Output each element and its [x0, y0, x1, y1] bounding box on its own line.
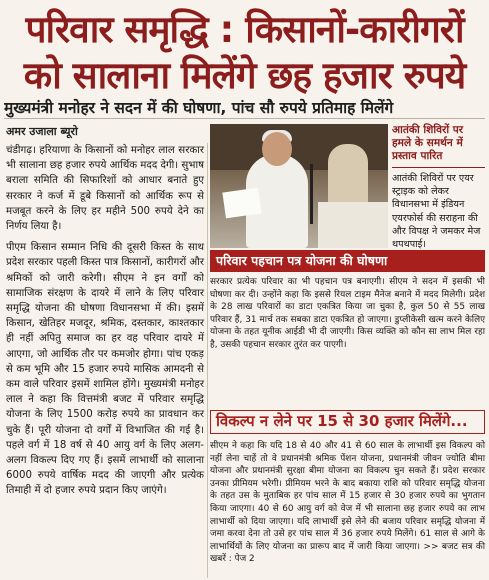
news-photo	[210, 124, 388, 248]
box2-body: सीएम ने कहा कि यदि 18 से 40 और 41 से 60 साल के लाभार्थी इस विकल्प को नहीं लेना चाहें तो वे प्रधानमंत्री श्रमिक पेंशन योजना, प्रधानमंत्री जीवन ज्योति बीमा योजना और प्रधानमंत्री सुरक्षा बीमा योजना का विकल्प चुन सकते हैं। प्रदेश सरकार उनका प्रीमियम भरेगी। प्रीमियम भरने के बाद बकाया राशि को परिवार समृद्धि योजना के तहत उस के मुताबिक हर पांच साल में 15 हजार से 30 हजार रुपये का भुगतान किया जाएगा। 40 से 60 आयु वर्ग को वेज में भी सालाना छह हजार रुपये का लाभ लाभार्थी को दिया जाएगा। यदि लाभार्थी इसे लेने की बजाय परिवार समृद्धि योजना में जमा करवा देना तो उसे हर पांच साल में 36 हजार रुपये मिलेंगे। 61 साल से आगे के लाभार्थियों के लिए योजना का प्रारूप बाद में जारी किया जाएगा। >> बजट सत्र की खबरें : पेज 2	[210, 441, 485, 565]
headline-line-2: को सालाना मिलेंगे छह हजार रुपये	[23, 54, 466, 97]
divider	[4, 118, 485, 119]
side-news-box	[392, 124, 485, 251]
main-story-paragraph-1: चंडीगढ़। हरियाणा के किसानों को मनोहर लाल सरकार भी सालाना छह हजार रुपये आर्थिक मदद देगी। सुभाष बराला समिति की सिफारिशों को आधार बनाते हुए सरकार ने कर्ज में डूबे किसानों को आर्थिक रूप से मजबूत करने के लिए हर महीने 500 रुपये देने का निर्णय लिया है।	[6, 145, 204, 233]
headline-line-1: परिवार समृद्धि : किसानों-कारीगरों	[25, 8, 464, 51]
main-story-paragraph-2: पीएम किसान सम्मान निधि की दूसरी किस्त के साथ प्रदेश सरकार पहली किस्त पात्र किसानों, कारीगरों और श्रमिकों को जारी करेगी। सीएम ने इन वर्गों को सामाजिक संरक्षण के दायरे में लाने के लिए परिवार समृद्धि योजना की घोषणा विधानसभा में की। इसमें किसान, खेतिहर मजदूर, श्रमिक, दस्तकार, काश्तकार ही नहीं अपितु समाज का हर वह परिवार दायरे में आएगा, जो आर्थिक तौर पर कमजोर होगा। पांच एकड़ से कम भूमि और 15 हजार रुपये मासिक आमदनी से कम वाले परिवार इसमें शामिल होंगे। मुख्यमंत्री मनोहर लाल ने कहा कि वित्तमंत्री बजट में परिवार समृद्धि योजना के लिए 1500 करोड़ रुपये का प्रावधान कर चुके हैं। पूरी योजना दो वर्गों में विभाजित की गई है। पहले वर्ग में 18 वर्ष से 40 आयु वर्ग के लिए अलग-अलग विकल्प दिए गए हैं। इसमें लाभार्थी को सालाना 6000 रुपये वार्षिक मदद की जाएगी और प्रत्येक तिमाही में दो हजार रुपये प्रदान किए जाएंगे।	[6, 242, 204, 497]
side-box-divider	[392, 167, 485, 168]
side-box-body: आतंकी शिविरों पर एयर स्ट्राइक को लेकर विधानसभा में इंडियन एयरफोर्स की सराहना की और विपक्ष ने जमकर मेज थपथपाई।	[392, 173, 481, 251]
subheadline: मुख्यमंत्री मनोहर ने सदन में की घोषणा, पांच सौ रुपये प्रतिमाह मिलेंगे	[4, 99, 394, 117]
box1-body: सरकार प्रत्येक परिवार का भी पहचान पत्र बनाएगी। सीएम ने सदन में इसकी भी घोषणा कर दी। उन्होंने कहा कि इससे रियल टाइम मैनेज बनाने में मदद मिलेगी। प्रदेश के 28 लाख परिवारों का डाटा एकत्रित किया जा चुका है, कुल 50 से 55 लाख परिवार हैं, 31 मार्च तक सबका डाटा एकत्रित हो जाएगा। डुप्लीकेसी खत्म करने केलिए योजना के तहत यूनीक आईडी भी दी जाएगी। किस व्यक्ति को कौन सा लाभ मिल रहा है, उसकी पहचान सरकार तुरंत कर पाएगी।	[210, 277, 485, 350]
side-box-title: आतंकी शिविरों पर हमले के समर्थन में प्रस्ताव पारित	[392, 124, 464, 162]
box2-title: विकल्प न लेने पर 15 से 30 हजार मिलेंगे...	[210, 410, 485, 434]
column-divider	[207, 143, 208, 578]
box1-title: परिवार पहचान पत्र योजना की घोषणा	[210, 250, 485, 272]
byline: अमर उजाला ब्यूरो	[6, 125, 78, 138]
main-story	[6, 143, 204, 505]
